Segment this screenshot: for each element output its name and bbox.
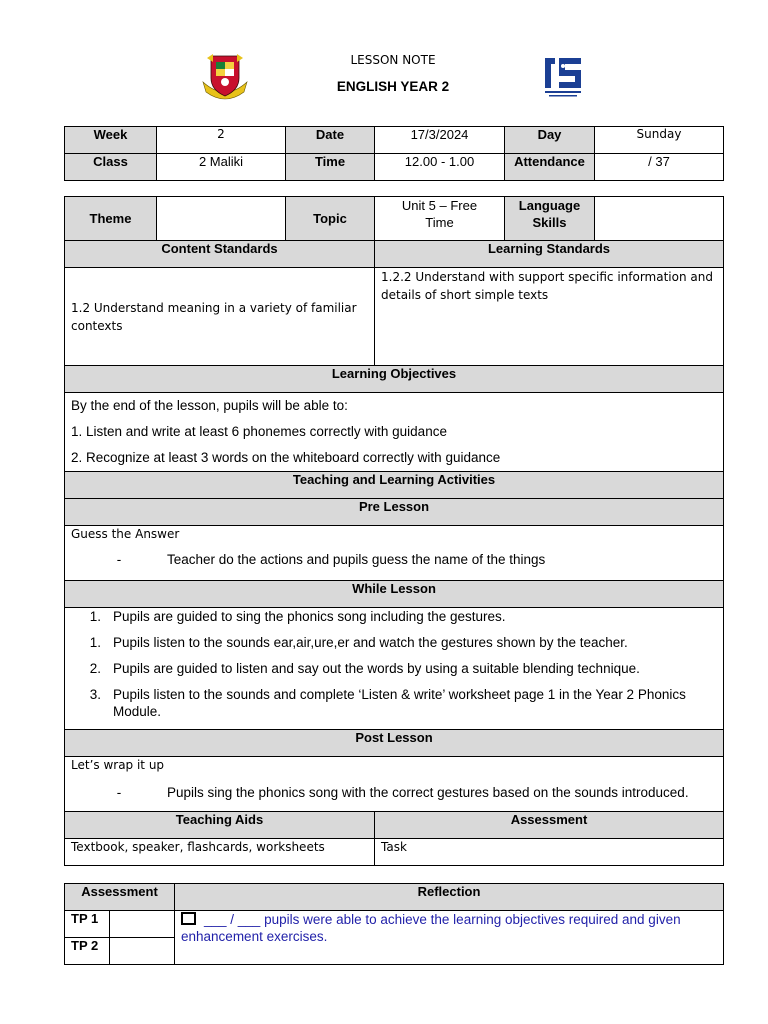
while-item-text: Pupils listen to the sounds ear,air,ure,er and watch the gestures shown by the teacher. xyxy=(113,635,628,650)
while-lesson-item xyxy=(69,660,719,677)
week-label: Week xyxy=(65,127,157,154)
lesson-note-heading: LESSON NOTE xyxy=(350,53,436,67)
while-item-text: Pupils listen to the sounds and complete ‘Listen & write’ worksheet page 1 in the Year 2 Phonics Module. xyxy=(113,687,686,719)
theme-label: Theme xyxy=(65,197,157,241)
while-item-number: 2. xyxy=(89,661,101,676)
pre-lesson-body xyxy=(65,526,724,581)
reflection-table xyxy=(64,883,724,965)
while-item-text: Pupils are guided to sing the phonics song including the gestures. xyxy=(113,609,506,624)
language-skills-line-2: Skills xyxy=(532,215,567,230)
pre-lesson-header: Pre Lesson xyxy=(65,499,724,526)
tp1-value xyxy=(110,911,175,938)
assessment-text: Task xyxy=(375,839,724,866)
topic-value xyxy=(375,197,505,241)
while-lesson-item xyxy=(69,686,719,720)
subject-heading: ENGLISH YEAR 2 xyxy=(336,79,450,94)
topic-label: Topic xyxy=(286,197,375,241)
language-skills-label xyxy=(505,197,595,241)
post-lesson-body xyxy=(65,757,724,812)
learning-standard-text: 1.2.2 Understand with support specific information and details of short simple texts xyxy=(375,268,724,366)
post-lesson-title: Let’s wrap it up xyxy=(71,758,165,772)
language-skills-value xyxy=(595,197,724,241)
content-standards-header: Content Standards xyxy=(65,241,375,268)
pre-lesson-title: Guess the Answer xyxy=(71,527,180,541)
lesson-info-table xyxy=(64,126,724,181)
time-value: 12.00 - 1.00 xyxy=(375,154,505,181)
reflection-body xyxy=(175,911,724,965)
teaching-aids-text: Textbook, speaker, flashcards, worksheets xyxy=(65,839,375,866)
tp2-label: TP 2 xyxy=(65,938,110,965)
learning-objectives-header: Learning Objectives xyxy=(65,366,724,393)
pre-lesson-item xyxy=(71,552,719,567)
day-value: Sunday xyxy=(595,127,724,154)
attendance-value: / 37 xyxy=(595,154,724,181)
assessment-header: Assessment xyxy=(375,812,724,839)
while-lesson-item xyxy=(69,608,719,625)
reflection-text: ___ / ___ pupils were able to achieve the learning objectives required and given enhancement exercises. xyxy=(181,912,681,944)
while-lesson-item xyxy=(69,634,719,651)
objectives-intro: By the end of the lesson, pupils will be able to: xyxy=(71,398,348,413)
class-value: 2 Maliki xyxy=(157,154,286,181)
while-lesson-header: While Lesson xyxy=(65,581,724,608)
topic-line-1: Unit 5 – Free xyxy=(401,198,478,213)
post-lesson-item xyxy=(71,785,719,800)
learning-standards-header: Learning Standards xyxy=(375,241,724,268)
while-item-text: Pupils are guided to listen and say out the words by using a suitable blending technique. xyxy=(113,661,640,676)
topic-line-2: Time xyxy=(425,215,454,230)
day-label: Day xyxy=(505,127,595,154)
checkbox-icon[interactable] xyxy=(181,912,196,925)
week-value: 2 xyxy=(157,127,286,154)
theme-value xyxy=(157,197,286,241)
reflection-header: Reflection xyxy=(175,884,724,911)
post-lesson-header: Post Lesson xyxy=(65,730,724,757)
while-item-number: 3. xyxy=(89,687,101,702)
objective-2: 2. Recognize at least 3 words on the whiteboard correctly with guidance xyxy=(71,450,501,465)
lesson-plan-table xyxy=(64,196,724,866)
post-lesson-item-text: Pupils sing the phonics song with the correct gestures based on the sounds introduced. xyxy=(167,785,689,800)
date-label: Date xyxy=(286,127,375,154)
tp2-value xyxy=(110,938,175,965)
class-label: Class xyxy=(65,154,157,181)
learning-objectives-body xyxy=(65,393,724,472)
content-standard-text: 1.2 Understand meaning in a variety of familiar contexts xyxy=(65,268,375,366)
teaching-aids-header: Teaching Aids xyxy=(65,812,375,839)
attendance-label: Attendance xyxy=(505,154,595,181)
language-skills-line-1: Language xyxy=(518,198,581,213)
post-lesson-dash: - xyxy=(116,785,122,800)
date-value: 17/3/2024 xyxy=(375,127,505,154)
activities-header: Teaching and Learning Activities xyxy=(65,472,724,499)
while-item-number: 1. xyxy=(89,635,101,650)
pre-lesson-item-text: Teacher do the actions and pupils guess the name of the things xyxy=(167,552,546,567)
while-lesson-body xyxy=(65,608,724,730)
time-label: Time xyxy=(286,154,375,181)
reflection-assessment-header: Assessment xyxy=(65,884,175,911)
objective-1: 1. Listen and write at least 6 phonemes correctly with guidance xyxy=(71,424,447,439)
pre-lesson-dash: - xyxy=(116,552,122,567)
tp1-label: TP 1 xyxy=(65,911,110,938)
while-item-number: 1. xyxy=(89,609,101,624)
